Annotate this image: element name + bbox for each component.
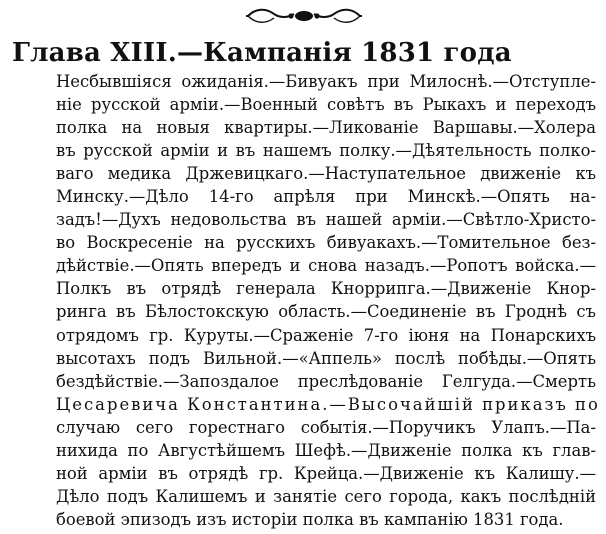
summary-line: во Воскресеніе на русскихъ бивуакахъ.—Томительное без-	[56, 233, 596, 253]
summary-line: Дѣло подъ Калишемъ и занятіе сего города, какъ послѣдній	[56, 486, 596, 506]
summary-line: Минску.—Дѣло 14-го апрѣля при Минскѣ.—Опять на-	[56, 187, 596, 207]
summary-line: Полкъ въ отрядѣ генерала Кноррипга.—Движеніе Кнор-	[56, 279, 596, 299]
summary-line: отрядомъ гр. Куруты.—Сраженіе 7-го іюня на Понарскихъ	[56, 325, 596, 345]
summary-line: Несбывшіяся ожиданія.—Бивуакъ при Милоснѣ.—Отступле-	[56, 72, 596, 91]
summary-line: бездѣйствіе.—Запоздалое преслѣдованіе Гелгуда.—Смерть	[56, 371, 596, 391]
chapter-summary	[56, 70, 600, 531]
chapter-title: Глава XIII.—Кампанія 1831 года	[12, 38, 512, 68]
summary-line: полка на новыя квартиры.—Ликованіе Варшавы.—Холера	[56, 118, 596, 138]
summary-line: высотахъ подъ Вильной.—«Аппель» послѣ побѣды.—Опять	[56, 348, 596, 368]
summary-line: ной арміи въ отрядѣ гр. Крейца.—Движеніе къ Калишу.—	[56, 463, 596, 483]
summary-line: Цесаревича Константина.—Высочайшій приказъ по	[56, 394, 600, 414]
summary-line: ринга въ Бѣлостокскую область.—Соединеніе въ Гроднѣ съ	[56, 302, 596, 322]
summary-line: случаю сего горестнаго событія.—Поручикъ Улапъ.—Па-	[56, 417, 596, 437]
summary-line: нихида по Августѣйшемъ Шефѣ.—Движеніе полка къ глав-	[56, 440, 596, 460]
summary-line: ніе русской арміи.—Военный совѣтъ въ Рыкахъ и переходъ	[56, 95, 596, 115]
summary-line: дѣйствіе.—Опять впередъ и снова назадъ.—Ропотъ войска.—	[56, 256, 596, 276]
summary-line: въ русской арміи и въ нашемъ полку.—Дѣятельность полко-	[56, 141, 596, 161]
summary-line: ваго медика Држевицкаго.—Наступательное движеніе къ	[56, 164, 596, 184]
ornament-divider	[244, 4, 364, 28]
summary-line: задъ!—Духъ недовольства въ нашей арміи.—Свѣтло-Христо-	[56, 210, 596, 230]
summary-line: боевой эпизодъ изъ исторіи полка въ кампанію 1831 года.	[56, 509, 564, 529]
